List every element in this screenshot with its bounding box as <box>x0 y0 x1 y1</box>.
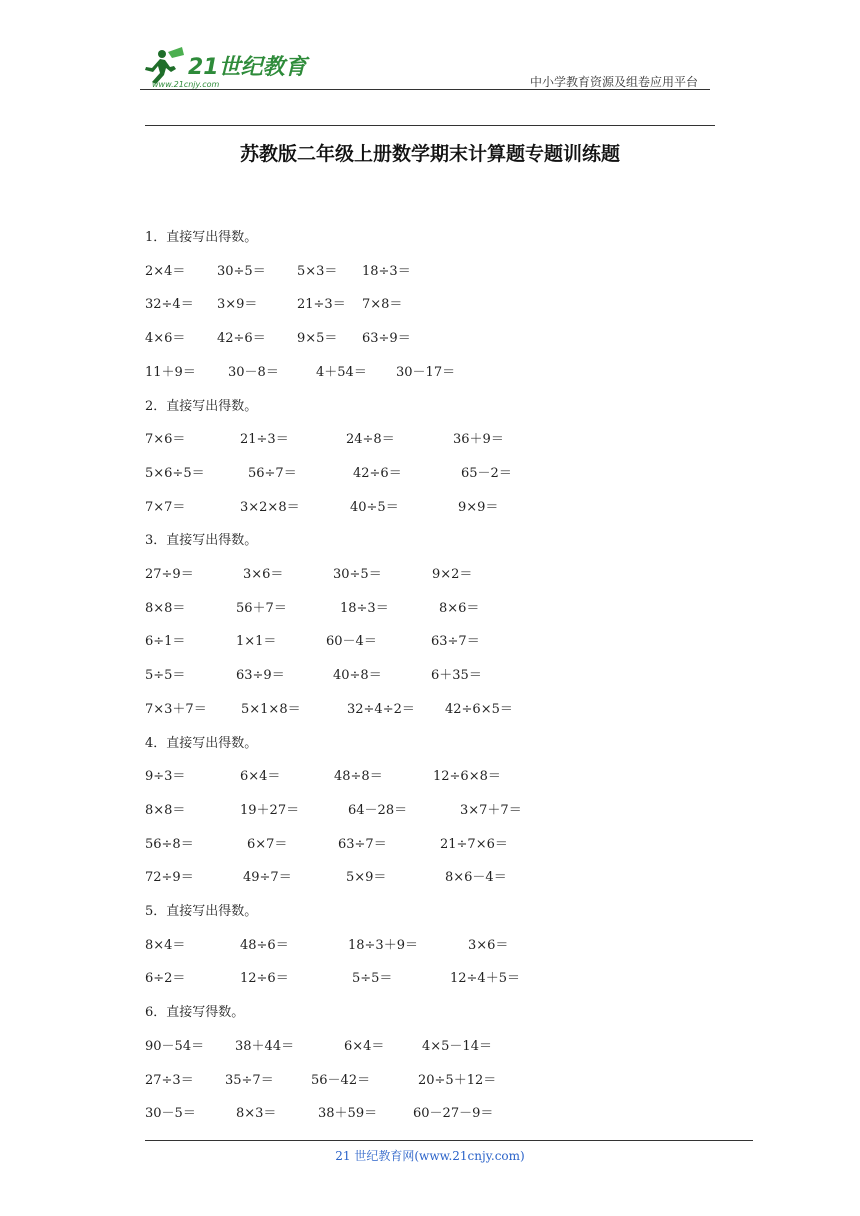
arithmetic-item: 6＋35＝ <box>431 668 482 683</box>
arithmetic-item: 60－27－9＝ <box>413 1106 494 1121</box>
arithmetic-item: 5÷5＝ <box>145 668 186 683</box>
arithmetic-item: 4×5－14＝ <box>422 1039 492 1054</box>
arithmetic-item: 49÷7＝ <box>243 870 292 885</box>
arithmetic-item: 56－42＝ <box>311 1073 371 1088</box>
arithmetic-item: 18÷3＝ <box>340 601 389 616</box>
arithmetic-item: 1×1＝ <box>236 634 277 649</box>
logo-text: 21世纪教育 <box>188 55 307 80</box>
arithmetic-item: 63÷9＝ <box>236 668 285 683</box>
arithmetic-item: 7×7＝ <box>145 500 186 515</box>
arithmetic-item: 12÷6＝ <box>240 971 289 986</box>
arithmetic-item: 12÷6×8＝ <box>433 769 501 784</box>
arithmetic-item: 4×6＝ <box>145 331 186 346</box>
arithmetic-item: 11＋9＝ <box>145 365 196 380</box>
arithmetic-item: 30－8＝ <box>228 365 279 380</box>
arithmetic-item: 21÷3＝ <box>297 297 346 312</box>
arithmetic-item: 65－2＝ <box>461 466 512 481</box>
arithmetic-item: 6÷1＝ <box>145 634 186 649</box>
arithmetic-item: 5×3＝ <box>297 264 338 279</box>
arithmetic-item: 21÷7×6＝ <box>440 837 508 852</box>
logo-url: www.21cnjy.com <box>152 80 220 89</box>
arithmetic-item: 18÷3＝ <box>362 264 411 279</box>
arithmetic-item: 90－54＝ <box>145 1039 205 1054</box>
arithmetic-item: 12÷4＋5＝ <box>450 971 520 986</box>
arithmetic-item: 8×6－4＝ <box>445 870 507 885</box>
arithmetic-item: 4＋54＝ <box>316 365 367 380</box>
arithmetic-item: 30÷5＝ <box>333 567 382 582</box>
arithmetic-item: 18÷3＋9＝ <box>348 938 418 953</box>
arithmetic-item: 3×7＋7＝ <box>460 803 522 818</box>
arithmetic-item: 8×8＝ <box>145 601 186 616</box>
arithmetic-item: 63÷7＝ <box>431 634 480 649</box>
arithmetic-item: 42÷6＝ <box>217 331 266 346</box>
arithmetic-item: 30－17＝ <box>396 365 456 380</box>
arithmetic-item: 35÷7＝ <box>225 1073 274 1088</box>
arithmetic-item: 32÷4÷2＝ <box>347 702 415 717</box>
arithmetic-item: 8×3＝ <box>236 1106 277 1121</box>
arithmetic-item: 8×4＝ <box>145 938 186 953</box>
arithmetic-item: 27÷9＝ <box>145 567 194 582</box>
arithmetic-item: 56÷7＝ <box>248 466 297 481</box>
arithmetic-item: 3×6＝ <box>243 567 284 582</box>
arithmetic-item: 42÷6＝ <box>353 466 402 481</box>
arithmetic-item: 64－28＝ <box>348 803 408 818</box>
arithmetic-item: 63÷9＝ <box>362 331 411 346</box>
arithmetic-item: 6÷2＝ <box>145 971 186 986</box>
question-heading: 2．直接写出得数。 <box>145 399 258 414</box>
arithmetic-item: 7×6＝ <box>145 432 186 447</box>
question-heading: 1．直接写出得数。 <box>145 230 258 245</box>
question-heading: 3．直接写出得数。 <box>145 533 258 548</box>
arithmetic-item: 63÷7＝ <box>338 837 387 852</box>
question-heading: 6．直接写得数。 <box>145 1005 245 1020</box>
arithmetic-item: 30－5＝ <box>145 1106 196 1121</box>
arithmetic-item: 3×6＝ <box>468 938 509 953</box>
arithmetic-item: 8×8＝ <box>145 803 186 818</box>
arithmetic-item: 72÷9＝ <box>145 870 194 885</box>
arithmetic-item: 27÷3＝ <box>145 1073 194 1088</box>
arithmetic-item: 42÷6×5＝ <box>445 702 513 717</box>
arithmetic-item: 6×4＝ <box>240 769 281 784</box>
footer-text: 21 世纪教育网(www.21cnjy.com) <box>335 1149 525 1163</box>
footer-divider <box>145 1140 753 1141</box>
arithmetic-item: 9×9＝ <box>458 500 499 515</box>
arithmetic-item: 9×5＝ <box>297 331 338 346</box>
arithmetic-item: 3×9＝ <box>217 297 258 312</box>
header-divider <box>140 89 710 90</box>
arithmetic-item: 8×6＝ <box>439 601 480 616</box>
arithmetic-item: 56÷8＝ <box>145 837 194 852</box>
arithmetic-item: 19＋27＝ <box>240 803 300 818</box>
runner-icon <box>145 47 184 84</box>
arithmetic-item: 21÷3＝ <box>240 432 289 447</box>
header-platform-text: 中小学教育资源及组卷应用平台 <box>530 75 699 89</box>
arithmetic-item: 40÷5＝ <box>350 500 399 515</box>
arithmetic-item: 40÷8＝ <box>333 668 382 683</box>
arithmetic-item: 56＋7＝ <box>236 601 287 616</box>
question-heading: 4．直接写出得数。 <box>145 736 258 751</box>
arithmetic-item: 30÷5＝ <box>217 264 266 279</box>
arithmetic-item: 48÷6＝ <box>240 938 289 953</box>
site-logo <box>140 42 310 92</box>
arithmetic-item: 5×1×8＝ <box>241 702 301 717</box>
page-title: 苏教版二年级上册数学期末计算题专题训练题 <box>239 143 620 165</box>
arithmetic-item: 36＋9＝ <box>453 432 504 447</box>
arithmetic-item: 3×2×8＝ <box>240 500 300 515</box>
question-heading: 5．直接写出得数。 <box>145 904 258 919</box>
arithmetic-item: 6×4＝ <box>344 1039 385 1054</box>
arithmetic-item: 20÷5＋12＝ <box>418 1073 497 1088</box>
arithmetic-item: 9÷3＝ <box>145 769 186 784</box>
arithmetic-item: 7×3＋7＝ <box>145 702 207 717</box>
arithmetic-item: 7×8＝ <box>362 297 403 312</box>
arithmetic-item: 5×9＝ <box>346 870 387 885</box>
arithmetic-item: 48÷8＝ <box>334 769 383 784</box>
arithmetic-item: 2×4＝ <box>145 264 186 279</box>
arithmetic-item: 60－4＝ <box>326 634 377 649</box>
title-rule <box>145 125 715 126</box>
arithmetic-item: 5÷5＝ <box>352 971 393 986</box>
arithmetic-item: 24÷8＝ <box>346 432 395 447</box>
arithmetic-item: 38＋44＝ <box>235 1039 295 1054</box>
arithmetic-item: 32÷4＝ <box>145 297 194 312</box>
arithmetic-item: 6×7＝ <box>247 837 288 852</box>
arithmetic-item: 38＋59＝ <box>318 1106 378 1121</box>
arithmetic-item: 5×6÷5＝ <box>145 466 205 481</box>
arithmetic-item: 9×2＝ <box>432 567 473 582</box>
